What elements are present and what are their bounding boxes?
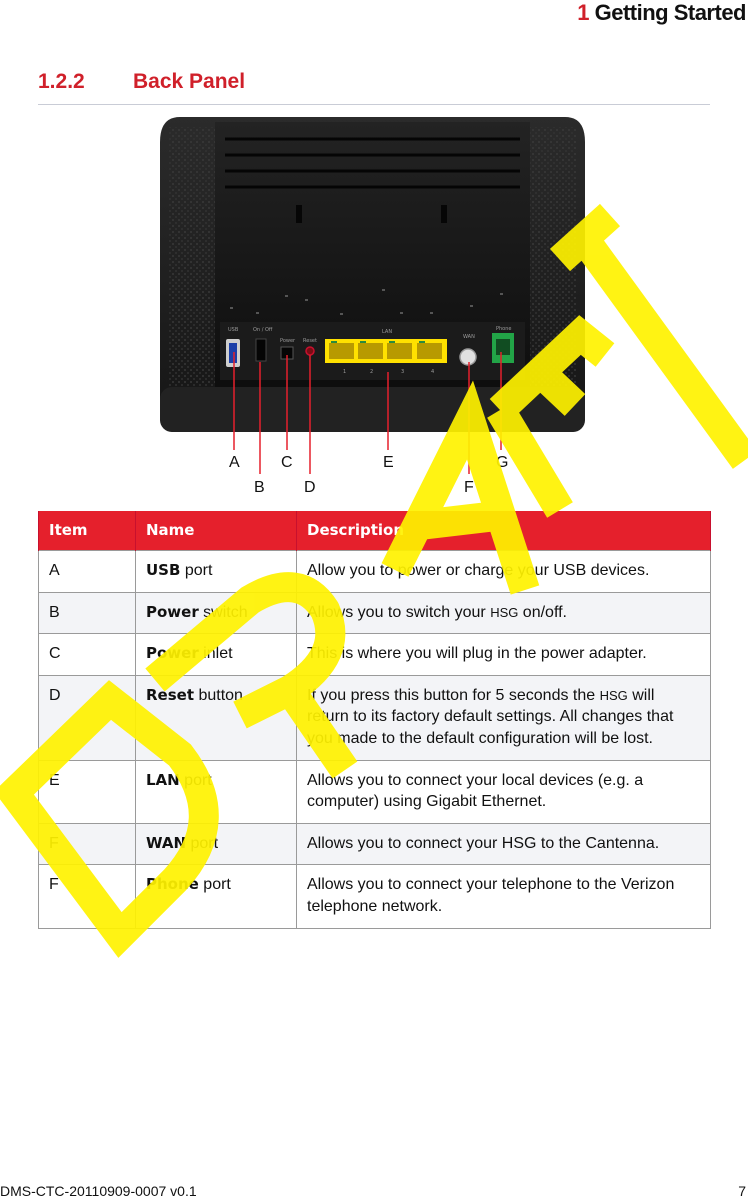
table-row <box>39 551 711 593</box>
callout-c: C <box>281 454 293 471</box>
table-row <box>39 592 711 634</box>
name-bold: USB <box>146 561 181 579</box>
name-rest: port <box>179 771 212 789</box>
callout-g: G <box>496 454 509 471</box>
name-cell <box>136 865 297 928</box>
name-cell <box>136 592 297 634</box>
callout-f: F <box>464 479 474 496</box>
name-bold: Power <box>146 644 199 663</box>
power-panel-label: Power <box>280 338 296 344</box>
table-header-row <box>39 511 711 551</box>
power-switch-graphic <box>256 339 266 361</box>
description-cell: Allows you to connect your local devices (e.g. a computer) using Gigabit Ethernet. <box>297 760 711 823</box>
name-bold: Phone <box>146 875 199 894</box>
description-cell <box>297 592 711 634</box>
footer-page-number: 7 <box>738 1183 746 1199</box>
name-bold: Reset <box>146 685 194 704</box>
router-back-panel-image <box>160 117 585 437</box>
wan-panel-label: WAN <box>463 334 475 340</box>
section-title: Back Panel <box>133 70 246 93</box>
item-cell: F <box>39 823 136 865</box>
back-panel-table <box>38 511 711 929</box>
item-cell: E <box>39 760 136 823</box>
name-cell <box>136 823 297 865</box>
item-cell: A <box>39 551 136 593</box>
name-rest: port <box>198 876 231 894</box>
section-number: 1.2.2 <box>38 70 85 93</box>
reset-panel-label: Reset <box>303 338 317 344</box>
description-acronym: HSG <box>490 604 519 620</box>
lan-number-3: 3 <box>401 369 405 375</box>
description-cell <box>297 675 711 760</box>
lan-panel-label: LAN <box>382 329 393 335</box>
description-cell: Allows you to connect your HSG to the Cantenna. <box>297 823 711 865</box>
callout-b: B <box>254 479 265 496</box>
reset-button-graphic <box>306 347 314 355</box>
name-rest: switch <box>198 603 248 621</box>
chapter-title: Getting Started <box>594 0 746 25</box>
usb-port-graphic <box>226 339 240 367</box>
phone-panel-label: Phone <box>496 326 512 332</box>
description-acronym: HSG <box>599 687 628 703</box>
name-cell <box>136 551 297 593</box>
description-pre: Allows you to switch your <box>307 603 491 621</box>
column-header-item: Item <box>39 511 136 551</box>
name-cell <box>136 634 297 676</box>
table-row <box>39 823 711 865</box>
chapter-header <box>577 0 746 26</box>
callout-d: D <box>304 479 316 496</box>
table-row <box>39 760 711 823</box>
name-rest: button <box>194 686 243 704</box>
description-post: on/off. <box>518 603 567 621</box>
power-inlet-graphic <box>281 347 293 359</box>
description-cell: This is where you will plug in the power adapter. <box>297 634 711 676</box>
lan-number-4: 4 <box>431 369 435 375</box>
table-row <box>39 865 711 928</box>
name-cell <box>136 675 297 760</box>
name-rest: port <box>186 834 219 852</box>
column-header-name: Name <box>136 511 297 551</box>
item-cell: F <box>39 865 136 928</box>
description-cell: Allow you to power or charge your USB devices. <box>297 551 711 593</box>
lan-number-1: 1 <box>343 369 347 375</box>
usb-panel-label: USB <box>228 327 239 333</box>
footer-document-id: DMS-CTC-20110909-0007 v0.1 <box>0 1183 197 1199</box>
item-cell: C <box>39 634 136 676</box>
callout-a: A <box>229 454 240 471</box>
name-rest: inlet <box>198 645 233 663</box>
phone-port-graphic <box>492 333 514 363</box>
item-cell: B <box>39 592 136 634</box>
table-row <box>39 634 711 676</box>
name-cell <box>136 760 297 823</box>
item-cell: D <box>39 675 136 760</box>
description-post: will return to its factory default settings. All changes that you made to the default configuration will be lost. <box>307 686 674 747</box>
name-rest: port <box>180 562 213 579</box>
name-bold: LAN <box>146 770 180 789</box>
name-bold: WAN <box>146 833 187 852</box>
onoff-panel-label: On / Off <box>253 327 273 333</box>
table-row <box>39 675 711 760</box>
column-header-description: Description <box>297 511 711 551</box>
lan-number-2: 2 <box>370 369 374 375</box>
section-heading <box>38 70 710 105</box>
callout-e: E <box>383 454 394 471</box>
description-cell: Allows you to connect your telephone to the Verizon telephone network. <box>297 865 711 928</box>
chapter-number: 1 <box>577 0 589 25</box>
name-bold: Power <box>146 602 199 621</box>
wan-port-graphic <box>460 349 476 365</box>
description-pre: If you press this button for 5 seconds the <box>307 686 600 704</box>
lan-ports-graphic <box>325 339 447 363</box>
